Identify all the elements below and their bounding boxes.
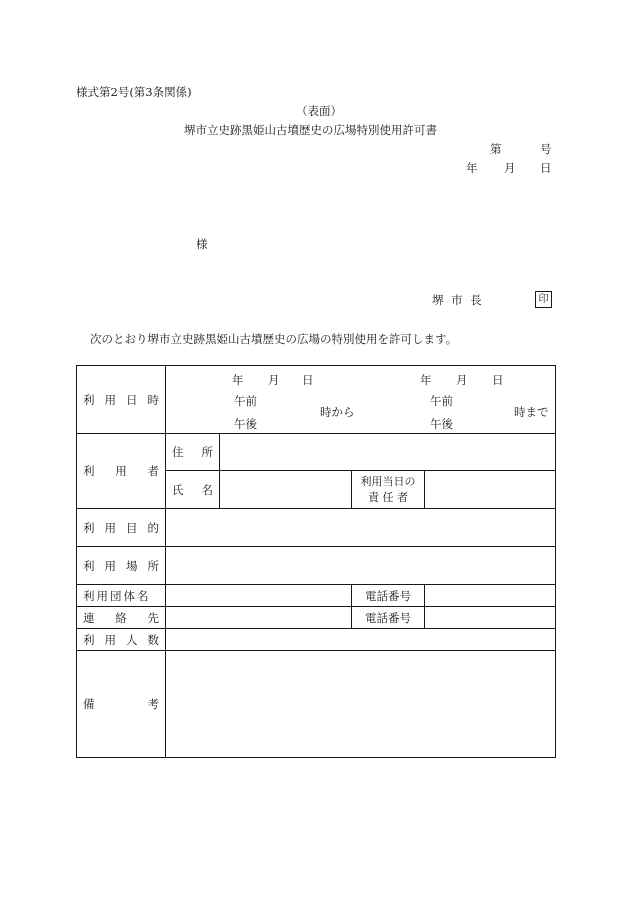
label-char: 利	[83, 464, 95, 478]
count-label	[83, 632, 159, 648]
group-phone-label: 電話番号	[365, 588, 411, 603]
group-label-cell	[77, 585, 166, 607]
label-char: 日	[126, 392, 138, 407]
row-place	[77, 547, 556, 585]
label-char: 所	[147, 558, 159, 573]
usage-datetime-label	[83, 392, 159, 408]
document-title: 堺市立史跡黒姫山古墳歴史の広場特別使用許可書	[184, 123, 437, 137]
place-field[interactable]	[166, 547, 556, 585]
group-label: 利用団体名	[83, 588, 151, 603]
seal-stamp-box: 印	[535, 291, 552, 308]
remarks-field[interactable]	[166, 651, 556, 758]
place-label	[83, 558, 159, 574]
start-month: 月	[268, 373, 280, 387]
purpose-field[interactable]	[166, 509, 556, 547]
issue-number-dai: 第	[490, 142, 502, 156]
contact-phone-field[interactable]	[425, 607, 556, 629]
count-field[interactable]	[166, 629, 556, 651]
end-year: 年	[420, 373, 432, 387]
start-day: 日	[302, 373, 314, 387]
issue-date-year: 年	[466, 161, 478, 175]
contact-phone-label-cell	[352, 607, 425, 629]
addressee-honorific: 様	[196, 237, 208, 251]
name-label	[172, 482, 213, 498]
label-char: 考	[147, 697, 159, 711]
label-char: 用	[104, 392, 116, 407]
contact-phone-label: 電話番号	[365, 610, 411, 625]
label-char: 時	[147, 392, 159, 407]
start-am: 午前	[234, 394, 257, 408]
permit-form-table	[76, 365, 556, 758]
label-char: 連	[83, 610, 95, 625]
remarks-label	[83, 696, 159, 712]
name-field[interactable]	[220, 471, 352, 509]
row-remarks	[77, 651, 556, 758]
name-label-cell	[166, 471, 220, 509]
end-month: 月	[456, 373, 468, 387]
address-field[interactable]	[220, 434, 556, 471]
label-char: 所	[201, 445, 213, 459]
contact-label-cell	[77, 607, 166, 629]
label-char: 利	[83, 520, 95, 535]
from-hour: 時から	[320, 405, 355, 419]
issue-date-day: 日	[540, 161, 552, 175]
side-label: （表面）	[296, 104, 342, 118]
place-label-cell	[77, 547, 166, 585]
label-char: 利	[83, 392, 95, 407]
group-phone-field[interactable]	[425, 585, 556, 607]
usage-datetime-label-cell	[77, 366, 166, 434]
responsible-label-line2: 責 任 者	[368, 490, 408, 504]
row-usage-datetime	[77, 366, 556, 434]
issue-date-month: 月	[504, 161, 516, 175]
end-am: 午前	[430, 394, 453, 408]
row-group	[77, 585, 556, 607]
address-label	[172, 444, 213, 460]
label-char: 人	[126, 632, 138, 647]
issuer	[432, 292, 484, 308]
responsible-label-cell	[352, 471, 425, 509]
label-char: 場	[126, 558, 138, 573]
start-year: 年	[232, 373, 244, 387]
responsible-field[interactable]	[425, 471, 556, 509]
label-char: 名	[201, 482, 213, 497]
responsible-label-line1: 利用当日の	[360, 474, 416, 488]
purpose-label	[83, 520, 159, 536]
label-char: 的	[147, 520, 159, 535]
label-char: 氏	[172, 482, 184, 497]
end-pm: 午後	[430, 417, 453, 431]
end-day: 日	[492, 373, 504, 387]
purpose-label-cell	[77, 509, 166, 547]
label-char: 用	[104, 520, 116, 535]
label-char: 住	[172, 445, 184, 459]
label-char: 用	[104, 632, 116, 647]
label-char: 利	[83, 558, 95, 573]
label-char: 用	[115, 464, 127, 478]
to-hour: 時まで	[514, 405, 549, 419]
label-char: 利	[83, 632, 95, 647]
label-char: 者	[147, 464, 159, 478]
contact-field[interactable]	[166, 607, 352, 629]
count-label-cell	[77, 629, 166, 651]
label-char: 備	[83, 697, 95, 711]
label-char: 目	[126, 520, 138, 535]
group-phone-label-cell	[352, 585, 425, 607]
label-char: 先	[147, 610, 159, 625]
label-char: 絡	[115, 610, 127, 625]
user-label	[83, 463, 159, 479]
row-count	[77, 629, 556, 651]
form-number: 様式第2号(第3条関係)	[76, 85, 192, 99]
issuer-title: 堺 市 長	[432, 293, 484, 307]
row-contact	[77, 607, 556, 629]
label-char: 数	[147, 632, 159, 647]
group-field[interactable]	[166, 585, 352, 607]
label-char: 用	[104, 558, 116, 573]
row-purpose	[77, 509, 556, 547]
user-label-cell	[77, 434, 166, 509]
contact-label	[83, 610, 159, 626]
address-label-cell	[166, 434, 220, 471]
row-user-address	[77, 434, 556, 471]
remarks-label-cell	[77, 651, 166, 758]
start-pm: 午後	[234, 417, 257, 431]
issue-number-go: 号	[540, 142, 552, 156]
permission-statement: 次のとおり堺市立史跡黒姫山古墳歴史の広場の特別使用を許可します。	[90, 332, 458, 346]
usage-datetime-field[interactable]	[166, 366, 556, 434]
